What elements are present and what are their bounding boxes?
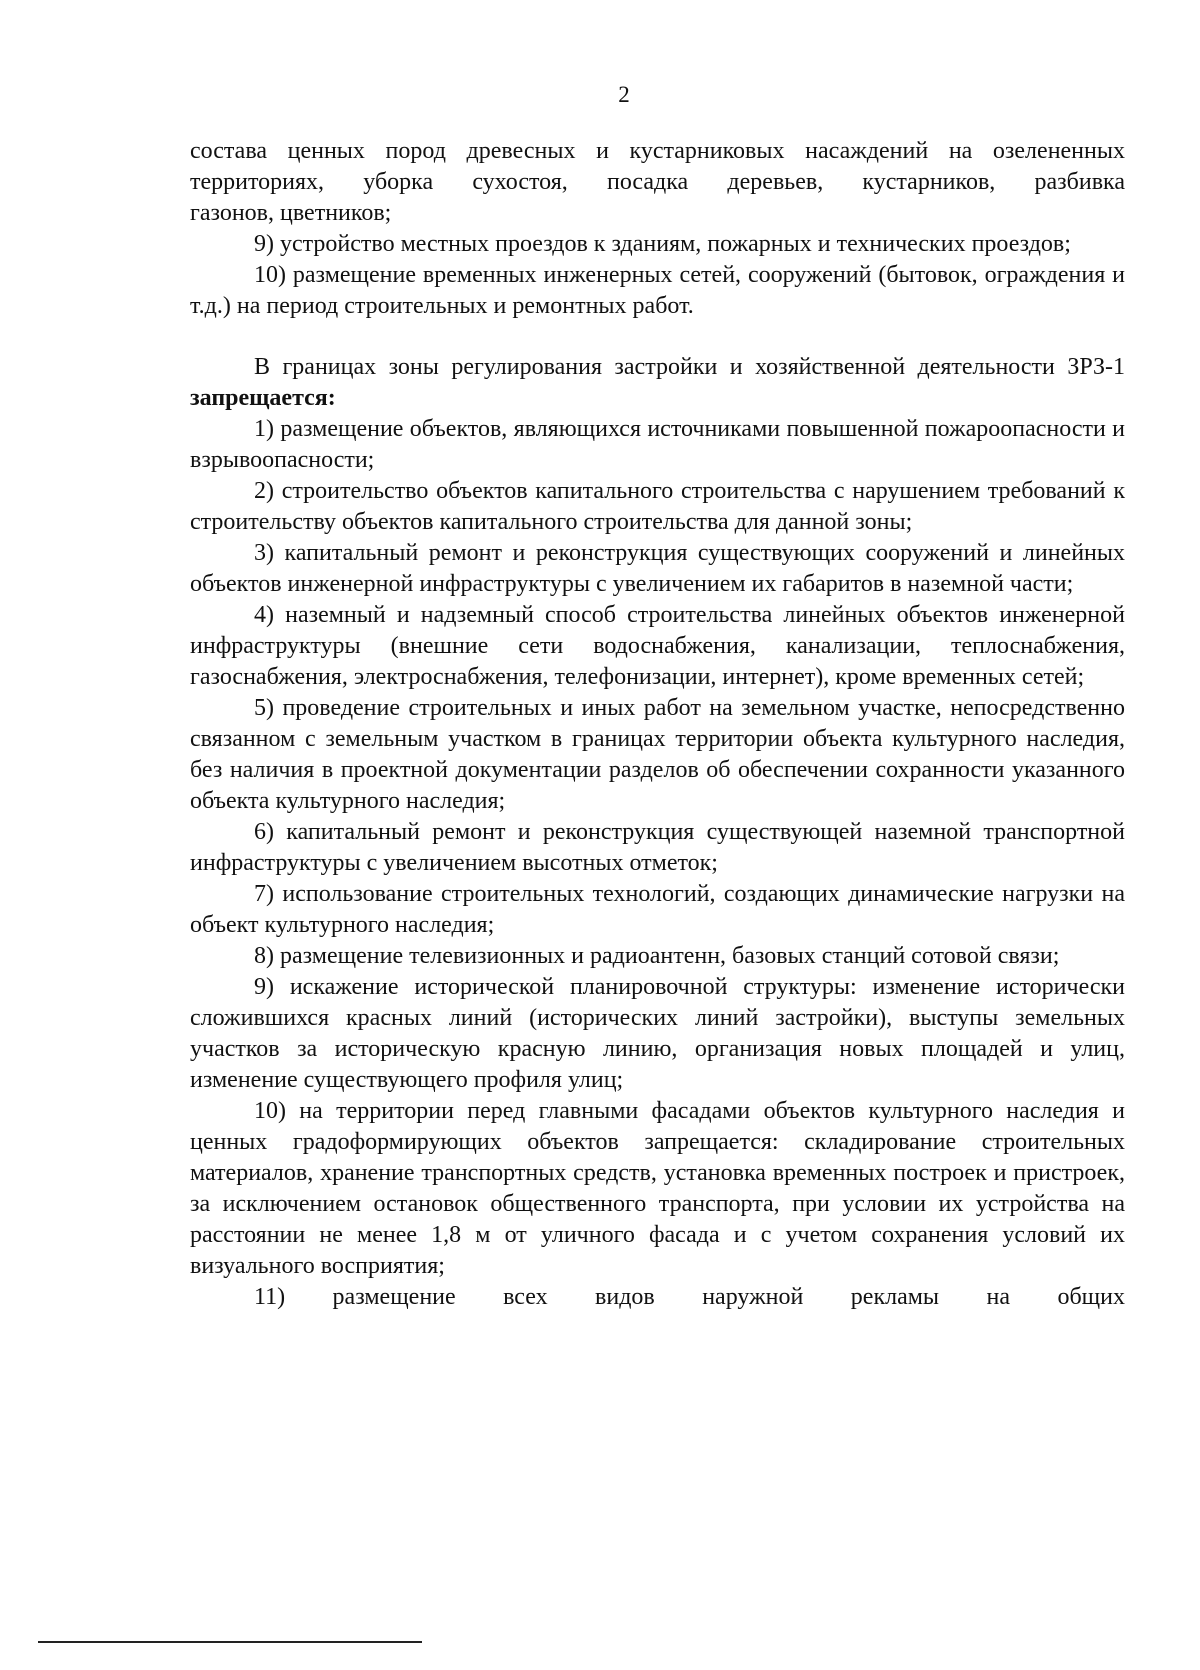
prohibition-keyword: запрещается: <box>190 385 336 411</box>
prohibited-item: 9) искажение исторической планировочной структуры: изменение исторически сложившихся красных линий (исторических линий застройки), выступы земельных участков за историческую красную линию, организация новых площадей и улиц, изменение существующего профиля улиц; <box>190 974 1125 1093</box>
prohibited-item: 11) размещение всех видов наружной рекламы на общих <box>254 1284 1125 1310</box>
continuation-line: территориях, уборка сухостоя, посадка деревьев, кустарников, разбивка <box>190 169 1125 195</box>
continuation-line: газонов, цветников; <box>190 200 392 226</box>
prohibition-intro-text: В границах зоны регулирования застройки и хозяйственной деятельности ЗРЗ-1 <box>254 354 1125 380</box>
prohibited-item: 7) использование строительных технологий, создающих динамические нагрузки на объект культурного наследия; <box>190 881 1125 938</box>
prohibited-item: 8) размещение телевизионных и радиоантенн, базовых станций сотовой связи; <box>254 943 1060 969</box>
prohibited-item: 4) наземный и надземный способ строительства линейных объектов инженерной инфраструктуры (внешние сети водоснабжения, канализации, теплоснабжения, газоснабжения, электроснабжения, телефонизации, интернет), кроме временных сетей; <box>190 602 1125 690</box>
paragraph-gap <box>190 322 1125 352</box>
prohibited-item: 2) строительство объектов капитального строительства с нарушением требований к строительству объектов капитального строительства для данной зоны; <box>190 478 1125 535</box>
prohibited-item: 10) на территории перед главными фасадами объектов культурного наследия и ценных градоформирующих объектов запрещается: складирование строительных материалов, хранение транспортных средств, установка временных построек и пристроек, за исключением остановок общественного транспорта, при условии их устройства на расстоянии не менее 1,8 м от уличного фасада и с учетом сохранения условий их визуального восприятия; <box>190 1098 1125 1279</box>
prohibited-item: 5) проведение строительных и иных работ на земельном участке, непосредственно связанном с земельным участком в границах территории объекта культурного наследия, без наличия в проектной документации разделов об обеспечении сохранности указанного объекта культурного наследия; <box>190 695 1125 814</box>
prohibited-item: 6) капитальный ремонт и реконструкция существующей наземной транспортной инфраструктуры с увеличением высотных отметок; <box>190 819 1125 876</box>
prohibition-intro <box>190 352 1125 414</box>
prohibited-item: 3) капитальный ремонт и реконструкция существующих сооружений и линейных объектов инженерной инфраструктуры с увеличением их габаритов в наземной части; <box>190 540 1125 597</box>
page-number: 2 <box>618 82 630 107</box>
prohibited-item: 1) размещение объектов, являющихся источниками повышенной пожароопасности и взрывоопасности; <box>190 416 1125 473</box>
continuation-line: состава ценных пород древесных и кустарниковых насаждений на озелененных <box>190 138 1125 164</box>
allowed-item: 10) размещение временных инженерных сетей, сооружений (бытовок, ограждения и т.д.) на период строительных и ремонтных работ. <box>190 262 1125 319</box>
footer-rule <box>38 1641 422 1643</box>
document-body <box>190 136 1125 1313</box>
allowed-item: 9) устройство местных проездов к зданиям, пожарных и технических проездов; <box>254 231 1071 257</box>
